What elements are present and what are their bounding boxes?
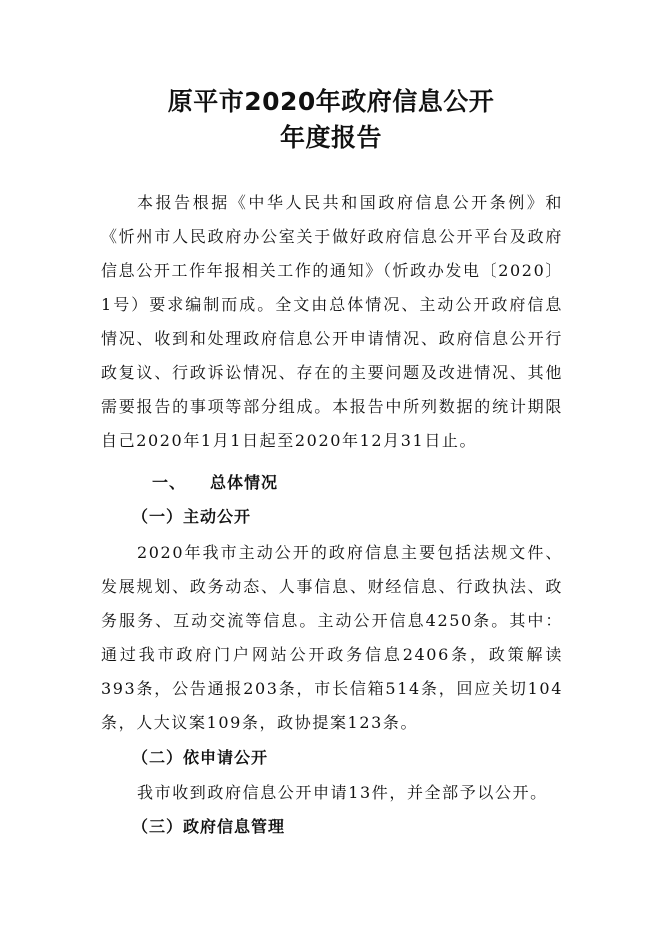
subsection-1-heading: （一）主动公开 [132,507,252,526]
report-title-line-2: 年度报告 [279,123,382,152]
subsection-1-paragraph: 2020年我市主动公开的政府信息主要包括法规文件、发展规划、政务动态、人事信息、财经信息、行政执法、政务服务、互动交流等信息。主动公开信息4250条。其中：通过我市政府门户网站公开政务信息2406条，政策解读393条，公告通报203条，市长信箱514条，回应关切104条，人大议案109条，政协提案123条。 [101,543,563,732]
subsection-2-heading: （二）依申请公开 [132,748,269,767]
section-1-title: 总体情况 [210,473,279,492]
subsection-3-heading: （三）政府信息管理 [132,817,286,836]
section-1-number: 一、 [152,473,187,492]
report-title-line-1: 原平市2020年政府信息公开 [167,87,495,116]
subsection-2-paragraph: 我市收到政府信息公开申请13件，并全部予以公开。 [137,783,548,802]
section-1-heading [152,470,278,493]
intro-paragraph: 本报告根据《中华人民共和国政府信息公开条例》和《忻州市人民政府办公室关于做好政府信息公开平台及政府信息公开工作年报相关工作的通知》（忻政办发电〔2020〕1号）要求编制而成。全文由总体情况、主动公开政府信息情况、收到和处理政府信息公开申请情况、政府信息公开行政复议、行政诉讼情况、存在的主要问题及改进情况、其他需要报告的事项等部分组成。本报告中所列数据的统计期限自己2020年1月1日起至2020年12月31日止。 [101,193,563,450]
